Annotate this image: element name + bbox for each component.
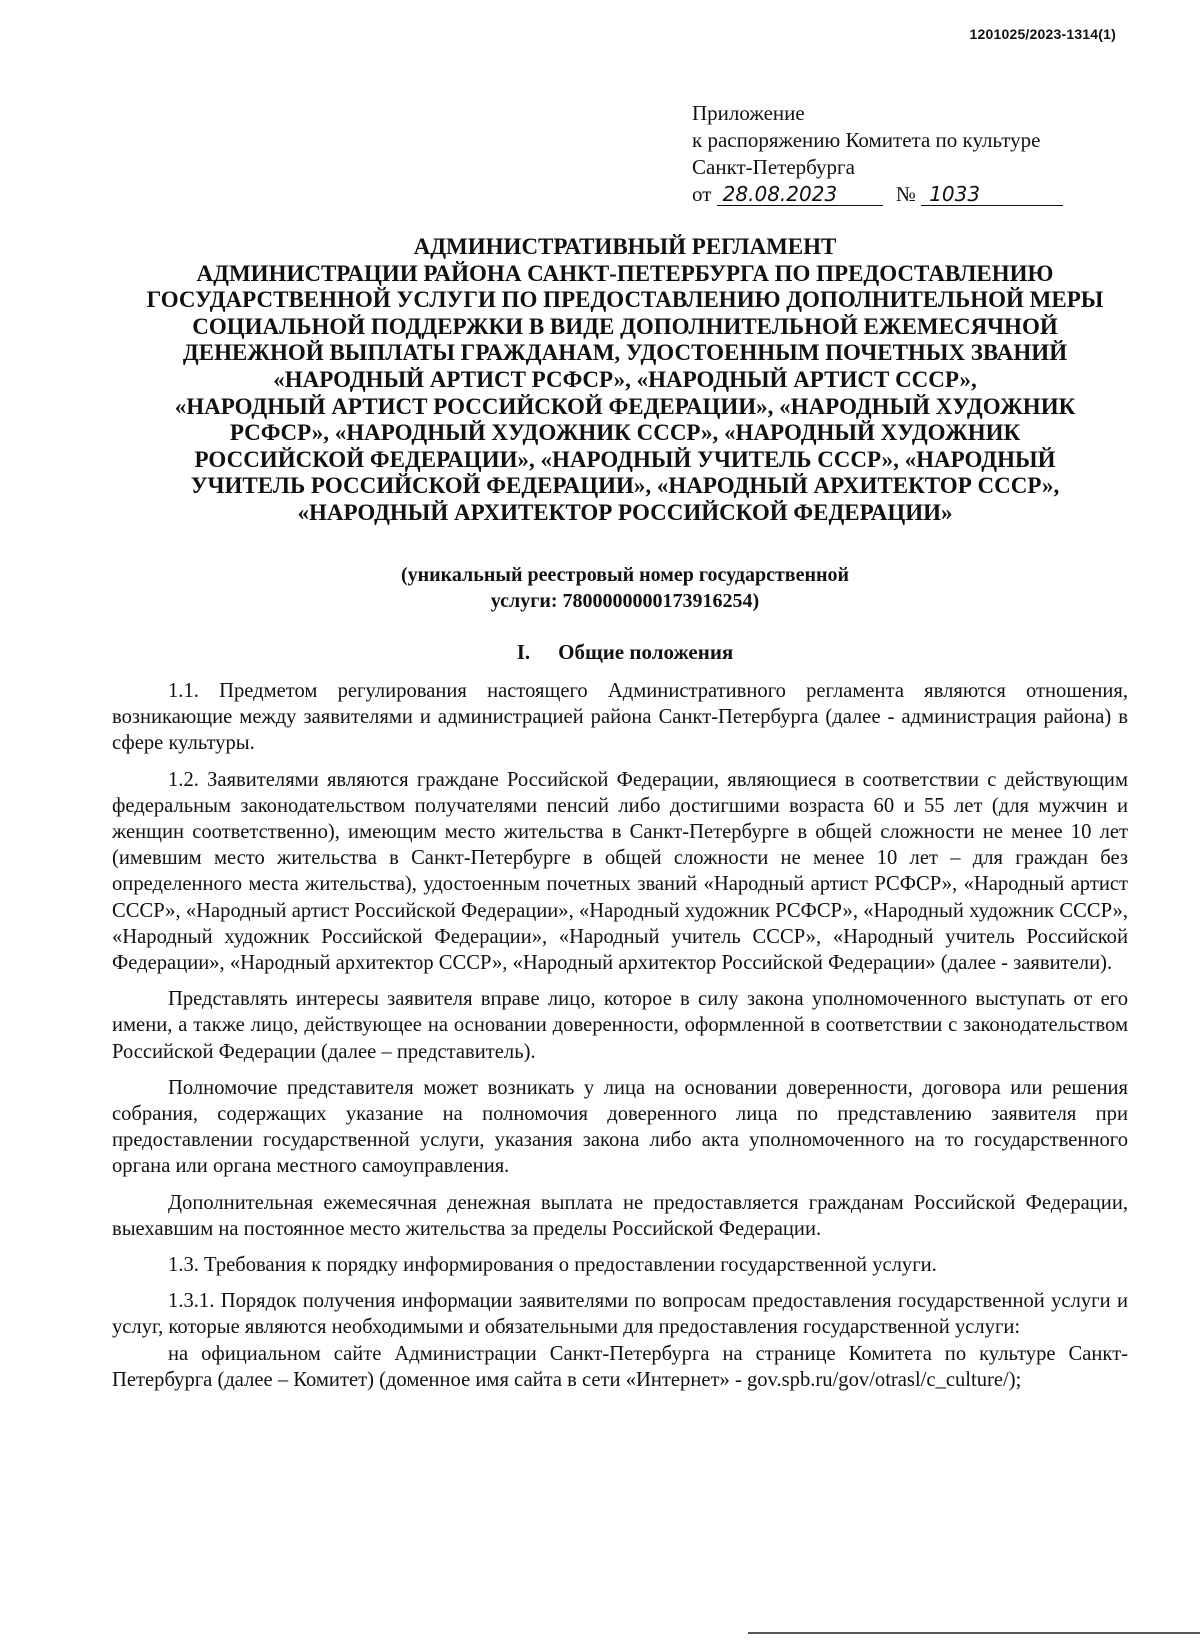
section-title: Общие положения — [558, 640, 734, 664]
registry-number-block — [110, 562, 1140, 614]
handwritten-date: 28.08.2023 — [717, 183, 883, 206]
paragraph: Представлять интересы заявителя вправе лицо, которое в силу закона уполномоченного выступать от его имени, а также лицо, действующее на основании доверенности, оформленной в соответствии с законодательством Российской Федерации (далее – представитель). — [112, 988, 1128, 1063]
section-heading — [110, 640, 1140, 665]
title-line: СОЦИАЛЬНОЙ ПОДДЕРЖКИ В ВИДЕ ДОПОЛНИТЕЛЬНОЙ ЕЖЕМЕСЯЧНОЙ — [192, 313, 1058, 339]
number-sign: № — [895, 182, 916, 206]
document-body — [112, 678, 1128, 1403]
title-line: «НАРОДНЫЙ АРТИСТ РОССИЙСКОЙ ФЕДЕРАЦИИ», «НАРОДНЫЙ ХУДОЖНИК — [174, 393, 1076, 419]
paragraph: 1.2. Заявителями являются граждане Российской Федерации, являющиеся в соответствии с действующим федеральным законодательством получателями пенсий либо достигшими возраста 60 и 55 лет (для мужчин и женщин соответственно), имеющим место жительства в Санкт-Петербурге в общей сложности не менее 10 лет (имевшим место жительства в Санкт-Петербурге в общей сложности не менее 10 лет – для граждан без определенного места жительства), удостоенным почетных званий «Народный артист РСФСР», «Народный артист СССР», «Народный артист Российской Федерации», «Народный художник РСФСР», «Народный художник СССР», «Народный художник Российской Федерации», «Народный учитель СССР», «Народный учитель Российской Федерации», «Народный архитектор СССР», «Народный архитектор Российской Федерации» (далее - заявители). — [112, 768, 1128, 975]
title-line: ГОСУДАРСТВЕННОЙ УСЛУГИ ПО ПРЕДОСТАВЛЕНИЮ ДОПОЛНИТЕЛЬНОЙ МЕРЫ — [146, 287, 1104, 313]
document-title — [110, 234, 1140, 527]
title-line: РСФСР», «НАРОДНЫЙ ХУДОЖНИК СССР», «НАРОДНЫЙ ХУДОЖНИК — [229, 420, 1021, 446]
title-line: «НАРОДНЫЙ АРХИТЕКТОР РОССИЙСКОЙ ФЕДЕРАЦИИ» — [297, 499, 953, 525]
title-line: АДМИНИСТРАТИВНЫЙ РЕГЛАМЕНТ — [413, 234, 837, 259]
title-line: УЧИТЕЛЬ РОССИЙСКОЙ ФЕДЕРАЦИИ», «НАРОДНЫЙ АРХИТЕКТОР СССР», — [190, 473, 1060, 499]
paragraph: Полномочие представителя может возникать у лица на основании доверенности, договора или решения собрания, содержащих указание на полномочия доверенного лица по представлению заявителя при предоставлении государственной услуги, указания закона либо акта уполномоченного на то государственного органа или органа местного самоуправления. — [112, 1076, 1128, 1178]
paragraph: Дополнительная ежемесячная денежная выплата не предоставляется гражданам Российской Федерации, выехавшим на постоянное место жительства за пределы Российской Федерации. — [112, 1191, 1128, 1240]
paragraph: на официальном сайте Администрации Санкт-Петербурга на странице Комитета по культуре Санкт-Петербурга (далее – Комитет) (доменное имя сайта в сети «Интернет» - gov.spb.ru/gov/otrasl/c_culture/); — [112, 1342, 1128, 1391]
section-number: I. — [516, 640, 531, 664]
paragraph: 1.3.1. Порядок получения информации заявителями по вопросам предоставления государственной услуги и услуг, которые являются необходимыми и обязательными для предоставления государственной услуги: — [112, 1290, 1128, 1339]
title-line: ДЕНЕЖНОЙ ВЫПЛАТЫ ГРАЖДАНАМ, УДОСТОЕННЫМ ПОЧЕТНЫХ ЗВАНИЙ — [182, 340, 1068, 366]
appendix-label: Приложение — [692, 101, 805, 125]
scan-edge-line — [748, 1632, 1200, 1634]
title-line: «НАРОДНЫЙ АРТИСТ РСФСР», «НАРОДНЫЙ АРТИСТ СССР», — [273, 366, 977, 392]
title-line: АДМИНИСТРАЦИИ РАЙОНА САНКТ-ПЕТЕРБУРГА ПО ПРЕДОСТАВЛЕНИЮ — [196, 260, 1054, 286]
document-registration-number: 1201025/2023-1314(1) — [969, 26, 1116, 42]
paragraph: 1.1. Предметом регулирования настоящего Административного регламента являются отношения, возникающие между заявителями и администрацией района Санкт-Петербурга (далее - администрация района) в сфере культуры. — [112, 680, 1128, 755]
appendix-block — [692, 100, 1063, 208]
appendix-order-ref: к распоряжению Комитета по культуре — [692, 128, 1041, 152]
registry-line: услуги: 7800000000173916254) — [490, 590, 760, 612]
appendix-date-number-line — [692, 181, 1063, 208]
date-prefix: от — [692, 182, 712, 206]
handwritten-order-number: 1033 — [921, 183, 1063, 206]
paragraph: 1.3. Требования к порядку информирования о предоставлении государственной услуги. — [168, 1254, 937, 1277]
registry-line: (уникальный реестровый номер государственной — [400, 564, 850, 586]
title-line: РОССИЙСКОЙ ФЕДЕРАЦИИ», «НАРОДНЫЙ УЧИТЕЛЬ СССР», «НАРОДНЫЙ — [194, 446, 1056, 472]
appendix-city: Санкт-Петербурга — [692, 155, 855, 179]
